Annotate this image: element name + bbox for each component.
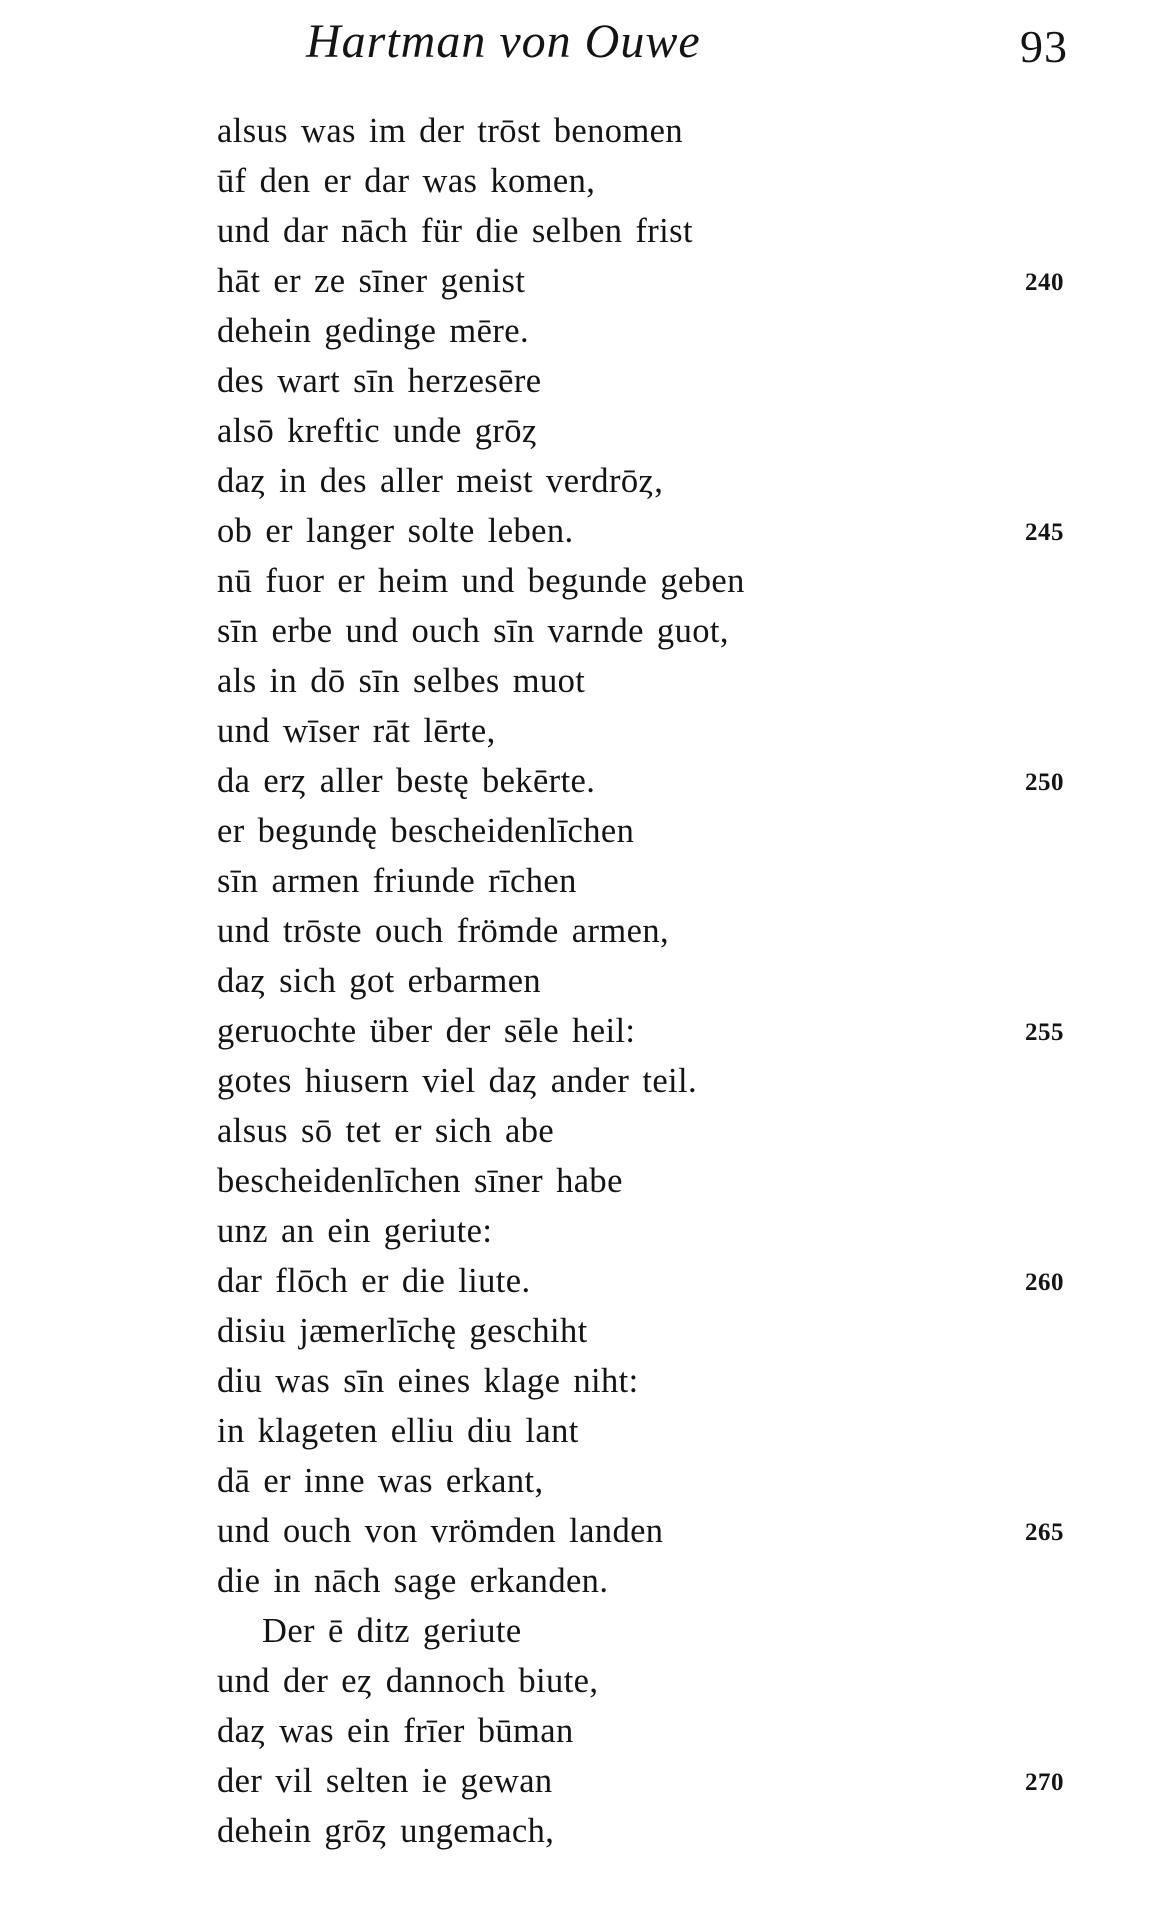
verse-text: dehein grōȥ ungemach, xyxy=(217,1812,555,1850)
verse-line xyxy=(0,756,1156,806)
verse-line xyxy=(0,306,1156,356)
verse-line xyxy=(0,606,1156,656)
verse-text: ūf den er dar was komen, xyxy=(217,162,596,200)
verse-line xyxy=(0,556,1156,606)
verse-text: dā er inne was erkant, xyxy=(217,1462,544,1500)
verse-text: des wart sīn herzesēre xyxy=(217,362,542,400)
verse-line xyxy=(0,856,1156,906)
running-head xyxy=(0,10,1156,80)
verse-line xyxy=(0,1806,1156,1856)
verse-text: ob er langer solte leben. xyxy=(217,512,574,550)
verse-text: nū fuor er heim und begunde geben xyxy=(217,562,745,600)
line-number: 250 xyxy=(1025,769,1064,796)
verse-line xyxy=(0,706,1156,756)
verse-text: gotes hiusern viel daȥ ander teil. xyxy=(217,1062,698,1100)
verse-text: er begundę bescheidenlīchen xyxy=(217,812,635,850)
verse-text: daȥ was ein frīer būman xyxy=(217,1712,574,1750)
line-number: 255 xyxy=(1025,1019,1064,1046)
verse-line xyxy=(0,1056,1156,1106)
verse-line xyxy=(0,1606,1156,1656)
verse-text: der vil selten ie gewan xyxy=(217,1762,553,1800)
verse-line xyxy=(0,1306,1156,1356)
running-title: Hartman von Ouwe xyxy=(306,15,701,68)
verse-line xyxy=(0,106,1156,156)
verse-line xyxy=(0,1756,1156,1806)
verse-text: daȥ in des aller meist verdrōȥ, xyxy=(217,462,664,500)
verse-text: daȥ sich got erbarmen xyxy=(217,962,542,1000)
verse-text: diu was sīn eines klage niht: xyxy=(217,1362,639,1400)
line-number: 265 xyxy=(1025,1519,1064,1546)
line-number: 240 xyxy=(1025,269,1064,296)
verse-line xyxy=(0,1206,1156,1256)
verse-text: in klageten elliu diu lant xyxy=(217,1412,579,1450)
verse-line xyxy=(0,1256,1156,1306)
verse-line xyxy=(0,456,1156,506)
verse-line xyxy=(0,1156,1156,1206)
verse-line xyxy=(0,956,1156,1006)
verse-text: und trōste ouch frömde armen, xyxy=(217,912,670,950)
verse-line xyxy=(0,156,1156,206)
verse-line xyxy=(0,356,1156,406)
verse-line xyxy=(0,256,1156,306)
page-number: 93 xyxy=(1020,21,1068,72)
verse-text: da erȥ aller bestę bekērte. xyxy=(217,762,596,800)
verse-text: geruochte über der sēle heil: xyxy=(217,1012,636,1050)
verse-text: alsus was im der trōst benomen xyxy=(217,112,684,150)
verse-text: dar flōch er die liute. xyxy=(217,1262,531,1300)
verse-text: Der ē ditz geriute xyxy=(262,1612,522,1650)
verse-text: und der eȥ dannoch biute, xyxy=(217,1662,599,1700)
verse-line xyxy=(0,906,1156,956)
verse-line xyxy=(0,1356,1156,1406)
verse-line xyxy=(0,1456,1156,1506)
verse-text: sīn armen friunde rīchen xyxy=(217,862,577,900)
verse-text: und dar nāch für die selben frist xyxy=(217,212,693,250)
verse-text: die in nāch sage erkanden. xyxy=(217,1562,609,1600)
verse-line xyxy=(0,1506,1156,1556)
verse-line xyxy=(0,1006,1156,1056)
verse-line xyxy=(0,1106,1156,1156)
verse-list xyxy=(0,106,1156,1856)
verse-text: als in dō sīn selbes muot xyxy=(217,662,586,700)
line-number: 270 xyxy=(1025,1769,1064,1796)
verse-line xyxy=(0,806,1156,856)
verse-line xyxy=(0,1556,1156,1606)
verse-text: alsus sō tet er sich abe xyxy=(217,1112,555,1150)
verse-line xyxy=(0,1706,1156,1756)
verse-line xyxy=(0,506,1156,556)
verse-line xyxy=(0,656,1156,706)
verse-text: dehein gedinge mēre. xyxy=(217,312,529,350)
verse-text: und ouch von vrömden landen xyxy=(217,1512,664,1550)
verse-text: hāt er ze sīner genist xyxy=(217,262,526,300)
verse-text: disiu jæmerlīchę geschiht xyxy=(217,1312,588,1350)
verse-line xyxy=(0,1406,1156,1456)
line-number: 245 xyxy=(1025,519,1064,546)
verse-line xyxy=(0,206,1156,256)
verse-text: und wīser rāt lērte, xyxy=(217,712,496,750)
verse-text: bescheidenlīchen sīner habe xyxy=(217,1162,623,1200)
verse-text: unz an ein geriute: xyxy=(217,1212,493,1250)
verse-line xyxy=(0,1656,1156,1706)
line-number: 260 xyxy=(1025,1269,1064,1296)
verse-text: sīn erbe und ouch sīn varnde guot, xyxy=(217,612,729,650)
verse-text: alsō kreftic unde grōȥ xyxy=(217,412,538,450)
verse-line xyxy=(0,406,1156,456)
